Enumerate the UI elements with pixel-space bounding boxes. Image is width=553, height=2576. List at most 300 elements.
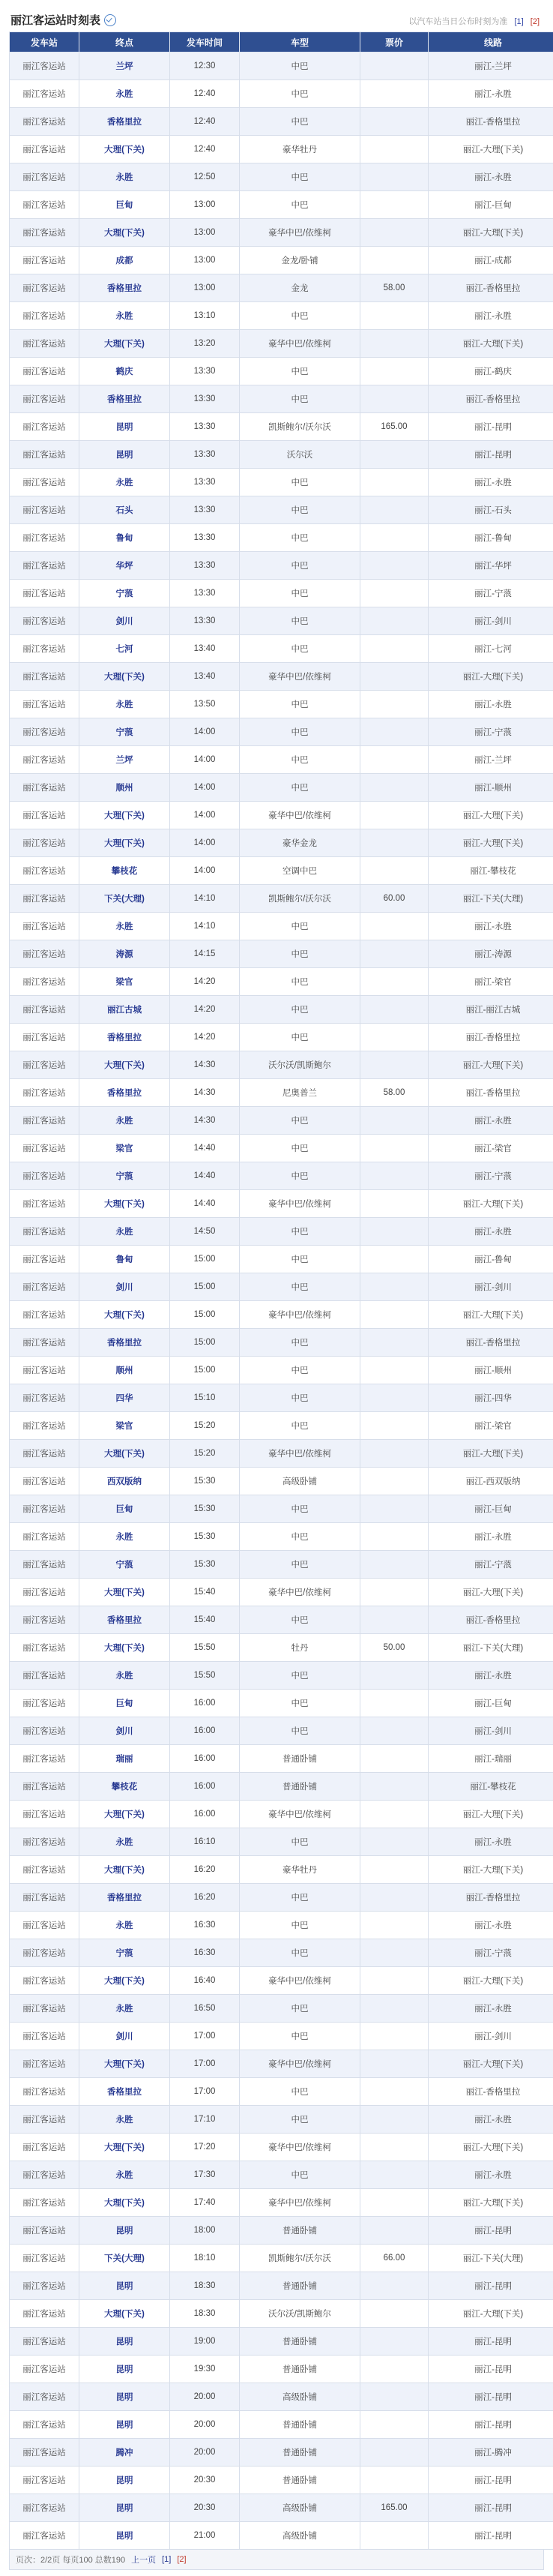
cell-fare: 66.00 [360, 2245, 429, 2272]
cell-route: 丽江-昆明 [429, 2356, 553, 2383]
cell-departure-station: 丽江客运站 [10, 802, 79, 829]
cell-destination [79, 1912, 170, 1939]
table-row [10, 1079, 553, 1107]
cell-departure-time: 14:30 [170, 1107, 240, 1135]
destination-link[interactable]: 剑川 [115, 2032, 133, 2041]
cell-departure-time: 16:00 [170, 1773, 240, 1801]
cell-route: 丽江-大理(下关) [429, 2189, 553, 2217]
destination-link[interactable]: 大理(下关) [104, 1061, 145, 1070]
cell-departure-time: 14:10 [170, 885, 240, 913]
destination-link[interactable]: 兰坪 [115, 62, 133, 71]
destination-link[interactable]: 大理(下关) [104, 1866, 145, 1875]
cell-destination [79, 163, 170, 191]
cell-departure-time: 12:40 [170, 80, 240, 108]
table-row [10, 1634, 553, 1662]
cell-departure-time: 16:20 [170, 1856, 240, 1884]
cell-route: 丽江-四华 [429, 1384, 553, 1412]
destination-link[interactable]: 大理(下关) [104, 1200, 145, 1209]
destination-link[interactable]: 昆明 [115, 451, 133, 460]
destination-link[interactable]: 大理(下关) [104, 145, 145, 154]
destination-link[interactable]: 永胜 [115, 173, 133, 182]
cell-destination [79, 1634, 170, 1662]
cell-route: 丽江-昆明 [429, 2411, 553, 2439]
cell-vehicle-type: 中巴 [240, 552, 360, 580]
cell-fare [360, 1384, 429, 1412]
destination-link[interactable]: 永胜 [115, 1533, 133, 1542]
cell-destination [79, 1468, 170, 1495]
cell-departure-station: 丽江客运站 [10, 663, 79, 691]
cell-departure-time: 18:10 [170, 2245, 240, 2272]
cell-destination [79, 2245, 170, 2272]
cell-vehicle-type: 尼奥普兰 [240, 1079, 360, 1107]
destination-link[interactable]: 永胜 [115, 2171, 133, 2180]
cell-vehicle-type: 普通卧铺 [240, 2467, 360, 2494]
destination-link[interactable]: 大理(下关) [104, 2310, 145, 2319]
cell-fare [360, 2272, 429, 2300]
cell-fare: 58.00 [360, 1079, 429, 1107]
cell-departure-station: 丽江客运站 [10, 552, 79, 580]
page-1-link[interactable]: [1] [162, 2555, 172, 2564]
destination-link[interactable]: 大理(下关) [104, 1311, 145, 1320]
top-page-2-link[interactable]: [2] [530, 17, 540, 26]
cell-destination [79, 1301, 170, 1329]
destination-link[interactable]: 丽江古城 [107, 1006, 142, 1015]
destination-link[interactable]: 永胜 [115, 922, 133, 931]
cell-fare [360, 1912, 429, 1939]
destination-link[interactable]: 下关(大理) [104, 2254, 145, 2263]
cell-departure-time: 18:30 [170, 2272, 240, 2300]
cell-departure-time: 15:30 [170, 1523, 240, 1551]
cell-departure-time: 15:50 [170, 1634, 240, 1662]
cell-vehicle-type: 豪华牡丹 [240, 136, 360, 163]
cell-destination [79, 1773, 170, 1801]
destination-link[interactable]: 香格里拉 [107, 1894, 142, 1903]
destination-link[interactable]: 昆明 [115, 2227, 133, 2236]
cell-departure-time: 16:00 [170, 1801, 240, 1828]
cell-route: 丽江-鲁甸 [429, 1246, 553, 1273]
cell-vehicle-type: 豪华中巴/依维柯 [240, 219, 360, 247]
destination-link[interactable]: 永胜 [115, 312, 133, 321]
table-row [10, 885, 553, 913]
destination-link[interactable]: 顺州 [115, 784, 133, 793]
destination-link[interactable]: 宁蒗 [115, 1172, 133, 1181]
destination-link[interactable]: 永胜 [115, 2116, 133, 2125]
cell-destination [79, 469, 170, 496]
cell-vehicle-type: 高级卧铺 [240, 1468, 360, 1495]
destination-link[interactable]: 大理(下关) [104, 1588, 145, 1597]
table-row [10, 413, 553, 441]
destination-link[interactable]: 昆明 [115, 2532, 133, 2541]
cell-departure-time: 20:00 [170, 2383, 240, 2411]
cell-departure-time: 13:30 [170, 607, 240, 635]
cell-departure-station: 丽江客运站 [10, 1357, 79, 1384]
cell-vehicle-type: 中巴 [240, 1329, 360, 1357]
cell-route: 丽江-大理(下关) [429, 1801, 553, 1828]
top-page-1-link[interactable]: [1] [514, 17, 524, 26]
table-row [10, 191, 553, 219]
destination-link[interactable]: 华坪 [115, 562, 133, 571]
cell-departure-time: 15:30 [170, 1551, 240, 1579]
destination-link[interactable]: 昆明 [115, 2282, 133, 2291]
cell-destination [79, 718, 170, 746]
cell-departure-time: 16:10 [170, 1828, 240, 1856]
cell-vehicle-type: 中巴 [240, 1828, 360, 1856]
destination-link[interactable]: 顺州 [115, 1366, 133, 1375]
destination-link[interactable]: 大理(下关) [104, 2060, 145, 2069]
cell-fare [360, 2467, 429, 2494]
table-row [10, 1329, 553, 1357]
cell-departure-station: 丽江客运站 [10, 1912, 79, 1939]
cell-fare [360, 996, 429, 1024]
cell-departure-time: 13:10 [170, 302, 240, 330]
cell-departure-time: 16:00 [170, 1717, 240, 1745]
cell-departure-station: 丽江客运站 [10, 1301, 79, 1329]
destination-link[interactable]: 巨甸 [115, 201, 133, 210]
header-route: 线路 [429, 32, 553, 52]
cell-departure-station: 丽江客运站 [10, 2522, 79, 2550]
cell-vehicle-type: 普通卧铺 [240, 2272, 360, 2300]
cell-route: 丽江-剑川 [429, 2023, 553, 2050]
table-row [10, 1135, 553, 1162]
destination-link[interactable]: 西双版纳 [107, 1477, 142, 1486]
cell-destination [79, 1495, 170, 1523]
destination-link[interactable]: 昆明 [115, 423, 133, 432]
cell-fare [360, 968, 429, 996]
cell-vehicle-type: 普通卧铺 [240, 2439, 360, 2467]
cell-destination [79, 274, 170, 302]
destination-link[interactable]: 昆明 [115, 2393, 133, 2402]
table-row [10, 163, 553, 191]
cell-departure-station: 丽江客运站 [10, 1717, 79, 1745]
destination-link[interactable]: 永胜 [115, 1228, 133, 1237]
cell-route: 丽江-涛源 [429, 940, 553, 968]
destination-link[interactable]: 昆明 [115, 2421, 133, 2430]
destination-link[interactable]: 成都 [115, 256, 133, 265]
cell-departure-time: 14:40 [170, 1162, 240, 1190]
table-row [10, 802, 553, 829]
destination-link[interactable]: 巨甸 [115, 1505, 133, 1514]
cell-departure-station: 丽江客运站 [10, 1412, 79, 1440]
cell-route: 丽江-大理(下关) [429, 1190, 553, 1218]
cell-departure-time: 20:30 [170, 2467, 240, 2494]
cell-destination [79, 2356, 170, 2383]
cell-vehicle-type: 中巴 [240, 469, 360, 496]
cell-departure-time: 16:30 [170, 1912, 240, 1939]
table-row [10, 1301, 553, 1329]
cell-vehicle-type: 中巴 [240, 80, 360, 108]
destination-link[interactable]: 梁官 [115, 978, 133, 987]
cell-departure-time: 15:30 [170, 1495, 240, 1523]
cell-vehicle-type: 中巴 [240, 2023, 360, 2050]
cell-fare [360, 1662, 429, 1690]
cell-vehicle-type: 豪华中巴/依维柯 [240, 1440, 360, 1468]
cell-vehicle-type: 豪华中巴/依维柯 [240, 2189, 360, 2217]
cell-fare [360, 1246, 429, 1273]
destination-link[interactable]: 鲁甸 [115, 1255, 133, 1264]
cell-departure-time: 12:30 [170, 52, 240, 80]
cell-departure-time: 14:15 [170, 940, 240, 968]
cell-destination [79, 1135, 170, 1162]
table-row [10, 108, 553, 136]
cell-departure-station: 丽江客运站 [10, 2356, 79, 2383]
cell-departure-station: 丽江客运站 [10, 1884, 79, 1912]
cell-fare [360, 1995, 429, 2023]
cell-departure-station: 丽江客运站 [10, 607, 79, 635]
cell-route: 丽江-大理(下关) [429, 2050, 553, 2078]
destination-link[interactable]: 宁蒗 [115, 728, 133, 737]
destination-link[interactable]: 大理(下关) [104, 1450, 145, 1459]
cell-departure-station: 丽江客运站 [10, 1606, 79, 1634]
destination-link[interactable]: 香格里拉 [107, 1616, 142, 1625]
cell-fare [360, 469, 429, 496]
cell-route: 丽江-昆明 [429, 2467, 553, 2494]
destination-link[interactable]: 香格里拉 [107, 2088, 142, 2097]
destination-link[interactable]: 石头 [115, 506, 133, 515]
destination-link[interactable]: 大理(下关) [104, 1810, 145, 1819]
cell-destination [79, 1551, 170, 1579]
cell-destination [79, 885, 170, 913]
destination-link[interactable]: 永胜 [115, 1838, 133, 1847]
destination-link[interactable]: 昆明 [115, 2476, 133, 2485]
table-row [10, 1190, 553, 1218]
cell-vehicle-type: 豪华牡丹 [240, 1856, 360, 1884]
destination-link[interactable]: 七河 [115, 645, 133, 654]
cell-fare [360, 1773, 429, 1801]
cell-vehicle-type: 沃尔沃 [240, 441, 360, 469]
cell-destination [79, 1579, 170, 1606]
cell-route: 丽江-巨甸 [429, 191, 553, 219]
cell-fare: 50.00 [360, 1634, 429, 1662]
cell-vehicle-type: 中巴 [240, 1995, 360, 2023]
cell-destination [79, 857, 170, 885]
cell-destination [79, 663, 170, 691]
table-row [10, 52, 553, 80]
destination-link[interactable]: 香格里拉 [107, 395, 142, 404]
table-row [10, 385, 553, 413]
destination-link[interactable]: 昆明 [115, 2504, 133, 2513]
destination-link[interactable]: 大理(下关) [104, 1644, 145, 1653]
cell-departure-station: 丽江客运站 [10, 2272, 79, 2300]
destination-link[interactable]: 香格里拉 [107, 1089, 142, 1098]
destination-link[interactable]: 大理(下关) [104, 2143, 145, 2152]
cell-fare [360, 1801, 429, 1828]
destination-link[interactable]: 四华 [115, 1394, 133, 1403]
destination-link[interactable]: 鹤庆 [115, 367, 133, 376]
destination-link[interactable]: 鲁甸 [115, 534, 133, 543]
destination-link[interactable]: 剑川 [115, 1727, 133, 1736]
destination-link[interactable]: 剑川 [115, 617, 133, 626]
cell-fare [360, 2078, 429, 2106]
destination-link[interactable]: 永胜 [115, 1672, 133, 1681]
destination-link[interactable]: 巨甸 [115, 1699, 133, 1708]
destination-link[interactable]: 大理(下关) [104, 1977, 145, 1986]
prev-page-link[interactable]: 上一页 [131, 2556, 157, 2565]
destination-link[interactable]: 永胜 [115, 2005, 133, 2014]
destination-link[interactable]: 攀枝花 [111, 1783, 138, 1792]
cell-vehicle-type: 空调中巴 [240, 857, 360, 885]
destination-link[interactable]: 腾冲 [115, 2449, 133, 2458]
cell-departure-station: 丽江客运站 [10, 2300, 79, 2328]
cell-vehicle-type: 中巴 [240, 302, 360, 330]
table-row [10, 2439, 553, 2467]
table-row [10, 2411, 553, 2439]
cell-departure-station: 丽江客运站 [10, 885, 79, 913]
table-row [10, 2161, 553, 2189]
table-row [10, 2300, 553, 2328]
destination-link[interactable]: 大理(下关) [104, 2199, 145, 2208]
cell-fare [360, 829, 429, 857]
table-row [10, 635, 553, 663]
cell-departure-station: 丽江客运站 [10, 1135, 79, 1162]
cell-fare [360, 913, 429, 940]
cell-destination [79, 2217, 170, 2245]
destination-link[interactable]: 昆明 [115, 2365, 133, 2374]
cell-departure-station: 丽江客运站 [10, 2467, 79, 2494]
cell-fare [360, 1523, 429, 1551]
cell-fare [360, 1690, 429, 1717]
cell-departure-station: 丽江客运站 [10, 163, 79, 191]
destination-link[interactable]: 大理(下关) [104, 839, 145, 848]
destination-link[interactable]: 大理(下关) [104, 811, 145, 820]
cell-route: 丽江-顺州 [429, 774, 553, 802]
table-row [10, 2522, 553, 2550]
table-row [10, 913, 553, 940]
cell-departure-station: 丽江客运站 [10, 718, 79, 746]
destination-link[interactable]: 梁官 [115, 1422, 133, 1431]
destination-link[interactable]: 永胜 [115, 90, 133, 99]
table-row [10, 691, 553, 718]
table-footer [9, 2550, 544, 2570]
page-title: 丽江客运站时刻表 [10, 14, 101, 27]
cell-route: 丽江-香格里拉 [429, 274, 553, 302]
cell-fare [360, 2328, 429, 2356]
destination-link[interactable]: 永胜 [115, 700, 133, 709]
cell-departure-station: 丽江客运站 [10, 496, 79, 524]
destination-link[interactable]: 剑川 [115, 1283, 133, 1292]
cell-route: 丽江-剑川 [429, 1273, 553, 1301]
cell-departure-time: 13:30 [170, 413, 240, 441]
cell-route: 丽江-永胜 [429, 1828, 553, 1856]
destination-link[interactable]: 香格里拉 [107, 1339, 142, 1348]
cell-vehicle-type: 中巴 [240, 1551, 360, 1579]
cell-departure-station: 丽江客运站 [10, 2411, 79, 2439]
cell-fare [360, 1468, 429, 1495]
cell-route: 丽江-梁官 [429, 1412, 553, 1440]
cell-route: 丽江-永胜 [429, 1218, 553, 1246]
destination-link[interactable]: 宁蒗 [115, 1949, 133, 1958]
cell-vehicle-type: 金龙 [240, 274, 360, 302]
table-row [10, 1107, 553, 1135]
destination-link[interactable]: 永胜 [115, 1921, 133, 1930]
cell-route: 丽江-永胜 [429, 1523, 553, 1551]
destination-link[interactable]: 大理(下关) [104, 340, 145, 349]
cell-departure-time: 16:50 [170, 1995, 240, 2023]
cell-departure-station: 丽江客运站 [10, 1828, 79, 1856]
destination-link[interactable]: 永胜 [115, 1117, 133, 1126]
destination-link[interactable]: 香格里拉 [107, 118, 142, 127]
destination-link[interactable]: 梁官 [115, 1144, 133, 1153]
cell-departure-station: 丽江客运站 [10, 219, 79, 247]
table-row [10, 1384, 553, 1412]
cell-route: 丽江-永胜 [429, 1662, 553, 1690]
cell-fare [360, 191, 429, 219]
table-row [10, 857, 553, 885]
cell-destination [79, 191, 170, 219]
destination-link[interactable]: 大理(下关) [104, 673, 145, 682]
destination-link[interactable]: 下关(大理) [104, 895, 145, 904]
cell-route: 丽江-大理(下关) [429, 1579, 553, 1606]
cell-fare [360, 1939, 429, 1967]
cell-fare [360, 552, 429, 580]
destination-link[interactable]: 攀枝花 [111, 867, 138, 876]
cell-route: 丽江-大理(下关) [429, 1856, 553, 1884]
destination-link[interactable]: 大理(下关) [104, 229, 145, 238]
cell-route: 丽江-昆明 [429, 441, 553, 469]
cell-departure-time: 17:00 [170, 2023, 240, 2050]
cell-route: 丽江-昆明 [429, 2217, 553, 2245]
cell-departure-station: 丽江客运站 [10, 1579, 79, 1606]
cell-route: 丽江-宁蒗 [429, 718, 553, 746]
cell-departure-time: 14:00 [170, 718, 240, 746]
cell-destination [79, 80, 170, 108]
table-row [10, 2106, 553, 2134]
cell-departure-time: 15:50 [170, 1662, 240, 1690]
cell-route: 丽江-昆明 [429, 413, 553, 441]
destination-link[interactable]: 兰坪 [115, 756, 133, 765]
cell-destination [79, 940, 170, 968]
destination-link[interactable]: 香格里拉 [107, 1033, 142, 1042]
cell-departure-station: 丽江客运站 [10, 1107, 79, 1135]
cell-departure-station: 丽江客运站 [10, 996, 79, 1024]
cell-departure-time: 14:30 [170, 1051, 240, 1079]
table-row [10, 2467, 553, 2494]
table-row [10, 1801, 553, 1828]
destination-link[interactable]: 昆明 [115, 2338, 133, 2347]
table-row [10, 219, 553, 247]
destination-link[interactable]: 永胜 [115, 478, 133, 487]
cell-route: 丽江-香格里拉 [429, 1884, 553, 1912]
cell-route: 丽江-石头 [429, 496, 553, 524]
page-2-link[interactable]: [2] [177, 2555, 187, 2564]
cell-departure-time: 15:30 [170, 1468, 240, 1495]
cell-vehicle-type: 中巴 [240, 746, 360, 774]
cell-departure-station: 丽江客运站 [10, 580, 79, 607]
cell-departure-station: 丽江客运站 [10, 1246, 79, 1273]
cell-departure-time: 13:30 [170, 441, 240, 469]
cell-departure-time: 13:30 [170, 358, 240, 385]
cell-route: 丽江-大理(下关) [429, 1051, 553, 1079]
destination-link[interactable]: 香格里拉 [107, 284, 142, 293]
page-header [9, 6, 544, 31]
cell-destination [79, 1079, 170, 1107]
cell-destination [79, 913, 170, 940]
cell-fare [360, 2356, 429, 2383]
cell-destination [79, 552, 170, 580]
destination-link[interactable]: 宁蒗 [115, 1561, 133, 1570]
destination-link[interactable]: 宁蒗 [115, 589, 133, 598]
cell-vehicle-type: 中巴 [240, 1523, 360, 1551]
cell-destination [79, 1995, 170, 2023]
cell-destination [79, 1329, 170, 1357]
destination-link[interactable]: 涛源 [115, 950, 133, 959]
cell-departure-station: 丽江客运站 [10, 2050, 79, 2078]
cell-destination [79, 2134, 170, 2161]
cell-fare [360, 2134, 429, 2161]
cell-fare [360, 247, 429, 274]
destination-link[interactable]: 瑞丽 [115, 1755, 133, 1764]
timetable-note: 以汽车站当日公布时刻为准 [408, 17, 508, 26]
cell-route: 丽江-大理(下关) [429, 829, 553, 857]
